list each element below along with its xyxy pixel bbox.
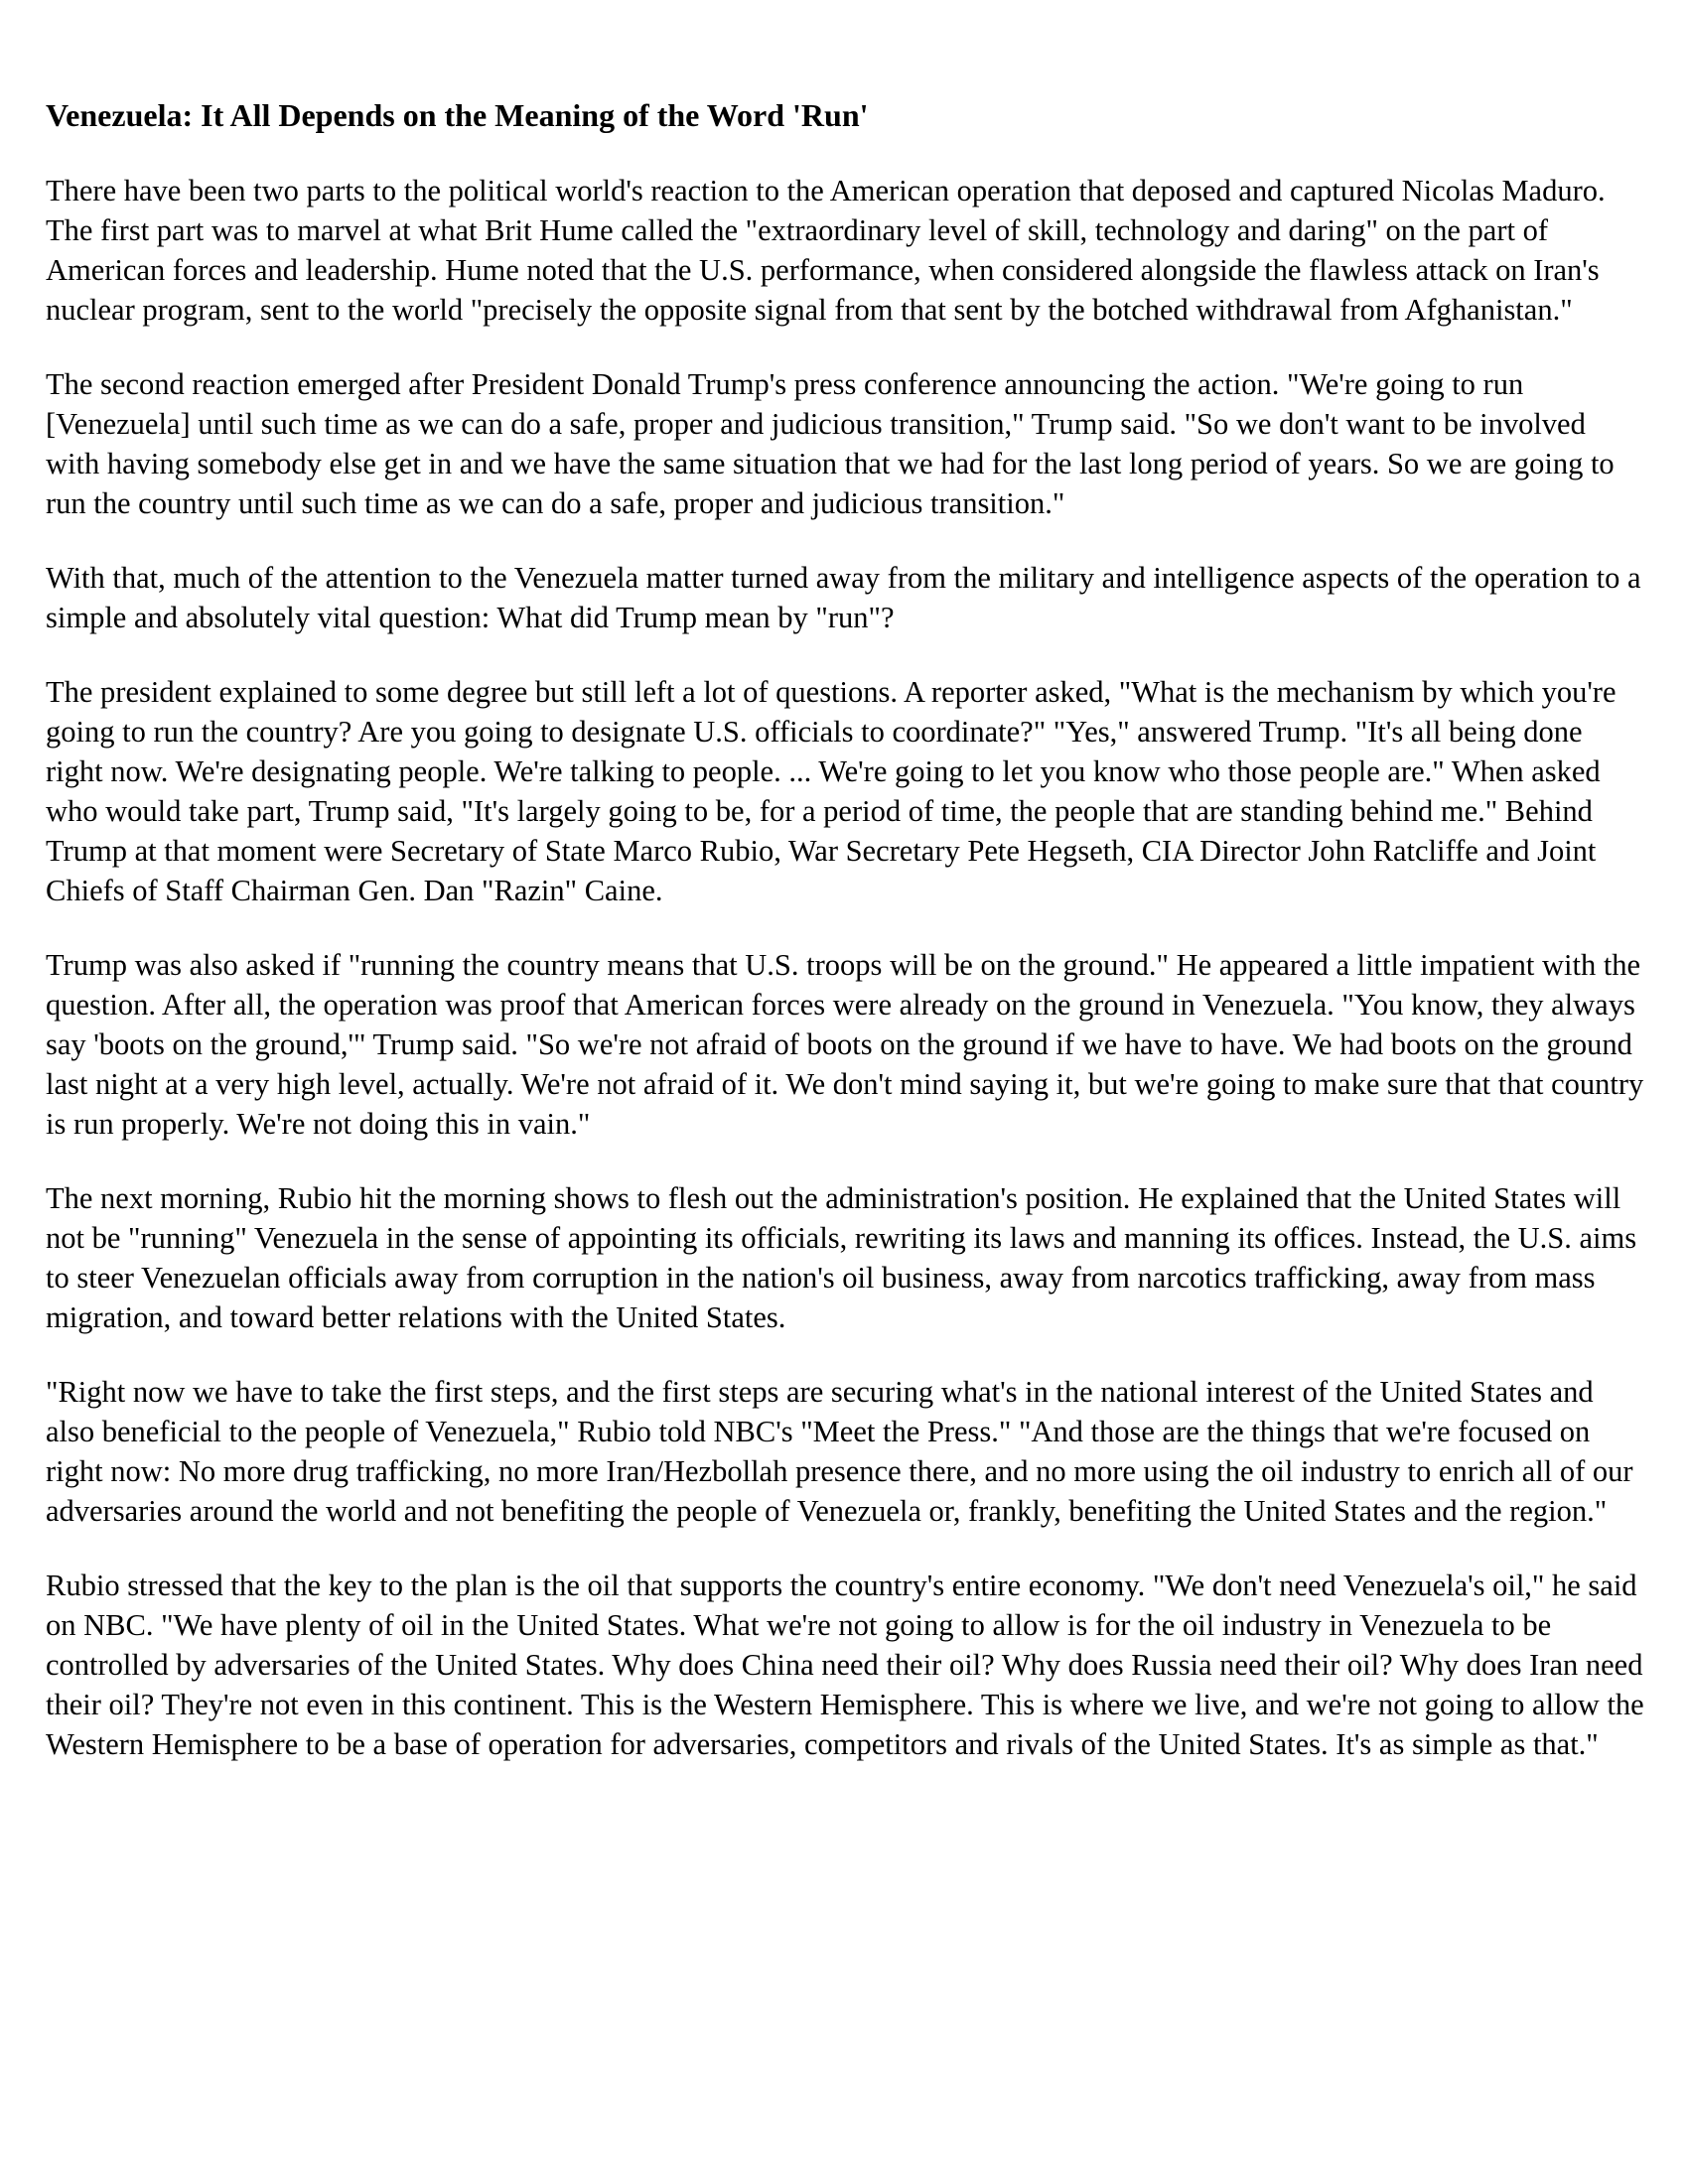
article-paragraph: The second reaction emerged after President Donald Trump's press conference announcing the action. "We're going to run [Venezuela] until such time as we can do a safe, proper and judicious transition," Trump said. "So we don't want to be involved with having somebody else get in and we have the same situation that we had for the last long period of years. So we are going to run the country until such time as we can do a safe, proper and judicious transition." [46, 367, 1615, 520]
document-page [46, 95, 1644, 1799]
article-paragraph: With that, much of the attention to the Venezuela matter turned away from the military and intelligence aspects of the operation to a simple and absolutely vital question: What did Trump mean by "run"? [46, 561, 1641, 634]
article-paragraph: The next morning, Rubio hit the morning shows to flesh out the administration's position. He explained that the United States will not be "running" Venezuela in the sense of appointing its officials, rewriting its laws and manning its offices. Instead, the U.S. aims to steer Venezuelan officials away from corruption in the nation's oil business, away from narcotics trafficking, away from mass migration, and toward better relations with the United States. [46, 1181, 1637, 1334]
article-paragraph: Rubio stressed that the key to the plan is the oil that supports the country's entire economy. "We don't need Venezuela's oil," he said on NBC. "We have plenty of oil in the United States. What we're not going to allow is for the oil industry in Venezuela to be controlled by adversaries of the United States. Why does China need their oil? Why does Russia need their oil? Why does Iran need their oil? They're not even in this continent. This is the Western Hemisphere. This is where we live, and we're not going to allow the Western Hemisphere to be a base of operation for adversaries, competitors and rivals of the United States. It's as simple as that." [46, 1569, 1644, 1761]
article-paragraph: There have been two parts to the political world's reaction to the American operation that deposed and captured Nicolas Maduro. The first part was to marvel at what Brit Hume called the "extraordinary level of skill, technology and daring" on the part of American forces and leadership. Hume noted that the U.S. performance, when considered alongside the flawless attack on Iran's nuclear program, sent to the world "precisely the opposite signal from that sent by the botched withdrawal from Afghanistan." [46, 174, 1606, 327]
article-paragraph: Trump was also asked if "running the country means that U.S. troops will be on the ground." He appeared a little impatient with the question. After all, the operation was proof that American forces were already on the ground in Venezuela. "You know, they always say 'boots on the ground,'" Trump said. "So we're not afraid of boots on the ground if we have to have. We had boots on the ground last night at a very high level, actually. We're not afraid of it. We don't mind saying it, but we're going to make sure that that country is run properly. We're not doing this in vain." [46, 948, 1644, 1141]
article-paragraph: The president explained to some degree but still left a lot of questions. A reporter asked, "What is the mechanism by which you're going to run the country? Are you going to designate U.S. officials to coordinate?" "Yes," answered Trump. "It's all being done right now. We're designating people. We're talking to people. ... We're going to let you know who those people are." When asked who would take part, Trump said, "It's largely going to be, for a period of time, the people that are standing behind me." Behind Trump at that moment were Secretary of State Marco Rubio, War Secretary Pete Hegseth, CIA Director John Ratcliffe and Joint Chiefs of Staff Chairman Gen. Dan "Razin" Caine. [46, 675, 1617, 907]
article-title: Venezuela: It All Depends on the Meaning of the Word 'Run' [46, 97, 869, 133]
article-paragraph: "Right now we have to take the first steps, and the first steps are securing what's in the national interest of the United States and also beneficial to the people of Venezuela," Rubio told NBC's "Meet the Press." "And those are the things that we're focused on right now: No more drug trafficking, no more Iran/Hezbollah presence there, and no more using the oil industry to enrich all of our adversaries around the world and not benefiting the people of Venezuela or, frankly, benefiting the United States and the region." [46, 1375, 1633, 1528]
